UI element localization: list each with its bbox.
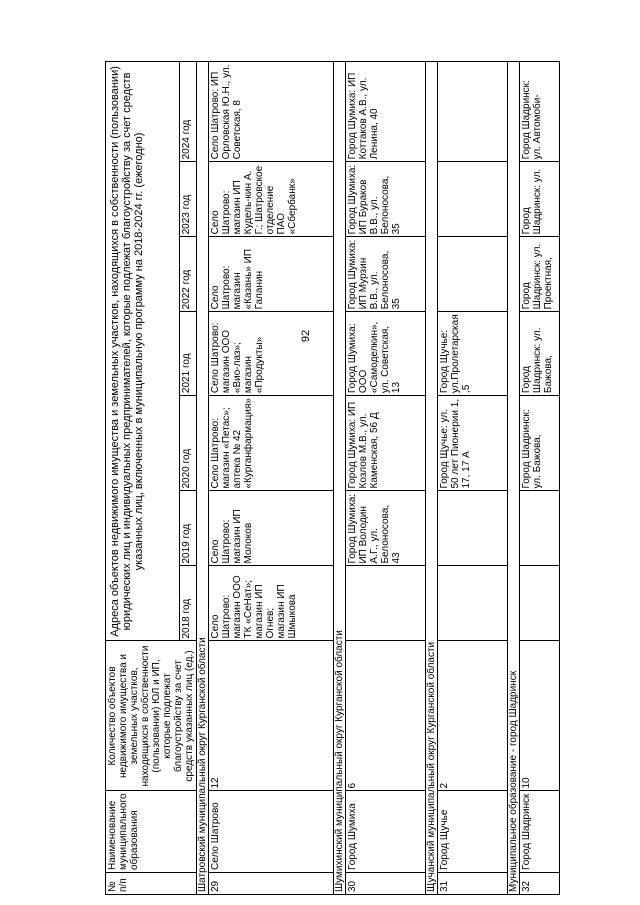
- row-year-cell: Город Шумиха: ИП Мурзин В.В., ул. Белоносова, 35: [346, 237, 426, 312]
- row-year-cell: Село Шатрово: магазин ООО «Вио-лаз»; магазин «Продукты»: [209, 312, 334, 396]
- header-num: № п/п: [106, 873, 197, 895]
- row-year-cell: Село Шатрово: магазин ИП Молоков: [209, 491, 334, 566]
- row-name: Город Шадринск: [520, 791, 560, 873]
- row-year-cell: [520, 566, 560, 641]
- row-year-cell: Село Шатрово: магазин ИП Кудель-кин А. Г.; Шатровское отделение ПАО «Сбербанк»: [209, 162, 334, 237]
- row-count: 2: [438, 641, 508, 791]
- row-year-cell: Город Шумиха: ИП Володин А.Г., ул. Белоносова, 43: [346, 491, 426, 566]
- row-count: 6: [346, 641, 426, 791]
- row-year-cell: Село Шатрово: магазин ООО ТК «СеНат»; магазин ИП Огнев; магазин ИП Шмыкова: [209, 566, 334, 641]
- row-count: 10: [520, 641, 560, 791]
- row-year-cell: Город Шадринск: ул. Автомоби-: [520, 62, 560, 162]
- objects-table: [105, 61, 560, 895]
- header-year: 2020 год: [179, 396, 196, 491]
- row-year-cell: Город Шумиха: ИП Козлов М.В., ул. Каменская, 56 Д: [346, 396, 426, 491]
- row-year-cell: Город Шадринск: ул.: [520, 162, 560, 237]
- row-year-cell: Город Шадринск: ул. Проектная,: [520, 237, 560, 312]
- header-year: 2022 год: [179, 237, 196, 312]
- row-count: 12: [209, 641, 334, 791]
- row-year-cell: Город Шадринск: ул. Бажова,: [520, 312, 560, 396]
- row-num: 31: [438, 873, 508, 895]
- row-year-cell: Город Щучье: ул. 50 лет Пионерии 1, 17, 17 А: [438, 396, 508, 491]
- row-year-cell: Город Шумиха: ООО «Самоделкин», ул. Советская, 13: [346, 312, 426, 396]
- header-year: 2021 год: [179, 312, 196, 396]
- row-name: Село Шатрово: [209, 791, 334, 873]
- section-title: Щучанский муниципальный округ Курганской области: [426, 62, 438, 895]
- row-year-cell: Село Шатрово: магазин «Казань» ИП Галанин: [209, 237, 334, 312]
- row-year-cell: Город Шумиха: ИП Коттаков А.В., ул. Ленина, 40: [346, 62, 426, 162]
- header-year: 2019 год: [179, 491, 196, 566]
- section-title: Муниципальное образование - город Шадринск: [508, 62, 520, 895]
- row-year-cell: Город Щучье: ул.Пролетарская ,5: [438, 312, 508, 396]
- page-number: 92: [300, 329, 313, 343]
- header-count: Количество объектов недвижимого имущества и земельных участков, находящихся в собственности (пользовании) ЮЛ и ИП, которые подлежат благоустройству за счет средств указанных лиц (ед.): [106, 641, 197, 791]
- row-num: 32: [520, 873, 560, 895]
- row-year-cell: [520, 491, 560, 566]
- row-name: Город Шумиха: [346, 791, 426, 873]
- header-year: 2018 год: [179, 566, 196, 641]
- row-year-cell: [438, 566, 508, 641]
- row-year-cell: [438, 491, 508, 566]
- row-num: 30: [346, 873, 426, 895]
- row-year-cell: Село Шатрово: магазин «Петас»; аптека № 42 «Курганфармация»: [209, 396, 334, 491]
- section-title: Шатровский муниципальный округ Курганской области: [197, 62, 209, 895]
- row-year-cell: [438, 237, 508, 312]
- row-year-cell: Город Шадринск: ул. Бажова,: [520, 396, 560, 491]
- row-year-cell: [346, 566, 426, 641]
- row-num: 29: [209, 873, 334, 895]
- header-name: Наименование муниципального образования: [106, 791, 197, 873]
- header-year: 2024 год: [179, 62, 196, 162]
- section-title: Шумихинский муниципальный округ Курганской области: [334, 62, 346, 895]
- row-year-cell: Город Шумиха: ИП Бураков В.В., ул. Белоносова, 35: [346, 162, 426, 237]
- row-year-cell: [438, 162, 508, 237]
- row-year-cell: [438, 62, 508, 162]
- header-year: 2023 год: [179, 162, 196, 237]
- row-year-cell: Село Шатрово: ИП Орловская Ю.Н., ул. Советская, 8: [209, 62, 334, 162]
- row-name: Город Щучье: [438, 791, 508, 873]
- header-addresses: Адреса объектов недвижимого имущества и земельных участков, находящихся в собственности (пользовании) юридических лиц и индивидуальных предпринимателей, которые подлежат благоустройству за счет средств указанных лиц, включенных в муниципальную программу на 2018-2024 гг. (ежегодно): [106, 62, 180, 641]
